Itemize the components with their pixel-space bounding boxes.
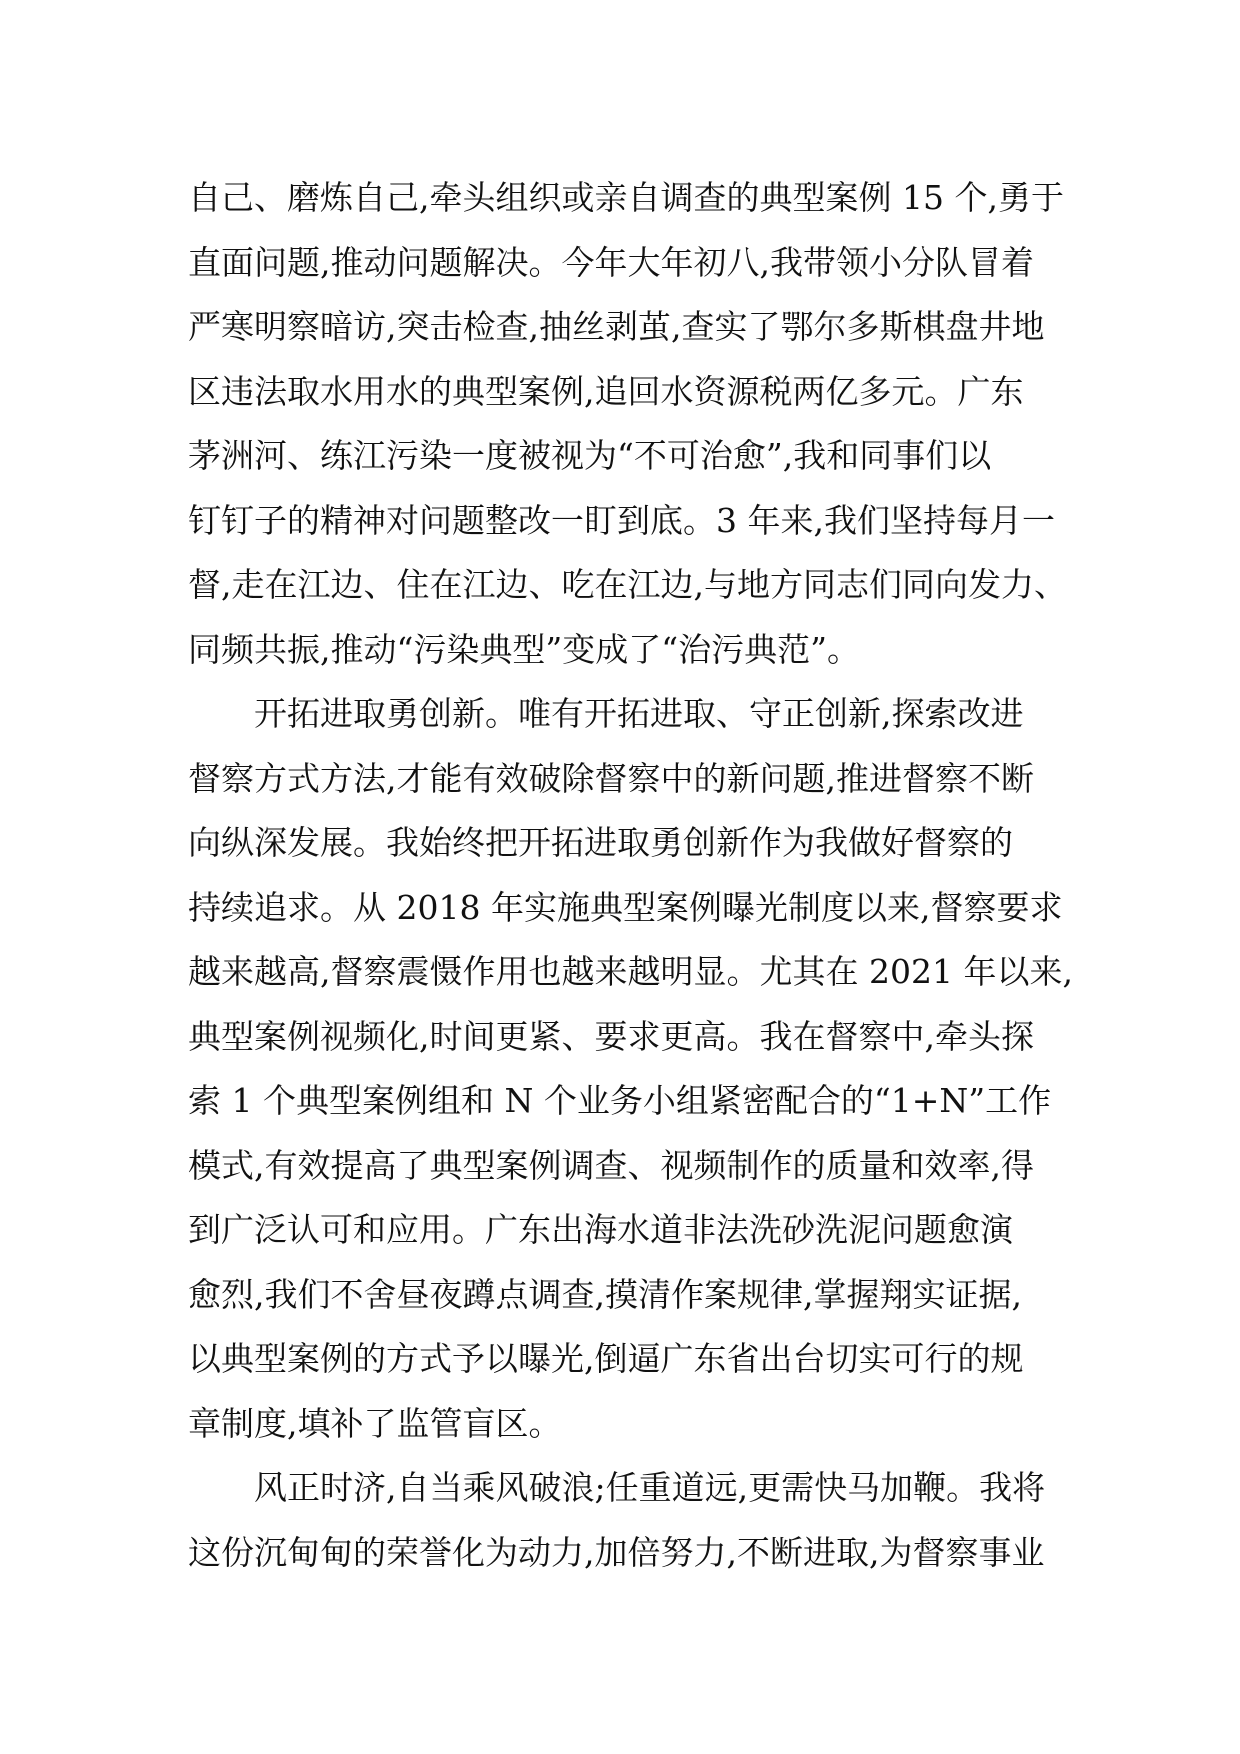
text-line: 直面问题,推动问题解决。今年大年初八,我带领小分队冒着 — [188, 242, 1034, 282]
text-line: 到广泛认可和应用。广东出海水道非法洗砂洗泥问题愈演 — [188, 1210, 1013, 1249]
paragraph-1 — [188, 166, 1068, 682]
text-line: 这份沉甸甸的荣誉化为动力,加倍努力,不断进取,为督察事业 — [188, 1532, 1045, 1572]
text-line: 督察方式方法,才能有效破除督察中的新问题,推进督察不断 — [188, 758, 1034, 798]
paragraph-3 — [188, 1456, 1068, 1585]
text-line: 模式,有效提高了典型案例调查、视频制作的质量和效率,得 — [188, 1145, 1034, 1185]
text-line: 风正时济,自当乘风破浪;任重道远,更需快马加鞭。我将 — [188, 1468, 1046, 1507]
text-line: 区违法取水用水的典型案例,追回水资源税两亿多元。广东 — [188, 371, 1024, 411]
text-line: 向纵深发展。我始终把开拓进取勇创新作为我做好督察的 — [188, 823, 1013, 862]
text-line: 章制度,填补了监管盲区。 — [188, 1403, 562, 1443]
text-line: 同频共振,推动“污染典型”变成了“治污典范”。 — [188, 629, 860, 669]
text-line: 愈烈,我们不舍昼夜蹲点调查,摸清作案规律,掌握翔实证据, — [188, 1274, 1022, 1314]
text-line: 典型案例视频化,时间更紧、要求更高。我在督察中,牵头探 — [188, 1016, 1034, 1056]
text-line: 开拓进取勇创新。唯有开拓进取、守正创新,探索改进 — [188, 694, 1024, 733]
text-line: 持续追求。从 2018 年实施典型案例曝光制度以来,督察要求 — [188, 887, 1063, 927]
text-line: 越来越高,督察震慑作用也越来越明显。尤其在 2021 年以来, — [188, 952, 1073, 991]
text-line: 以典型案例的方式予以曝光,倒逼广东省出台切实可行的规 — [188, 1339, 1024, 1378]
paragraph-2 — [188, 682, 1073, 1456]
text-line: 索 1 个典型案例组和 N 个业务小组紧密配合的“1+N”工作 — [188, 1081, 1052, 1120]
text-line: 自己、磨炼自己,牵头组织或亲自调查的典型案例 15 个,勇于 — [188, 178, 1064, 217]
body-text — [188, 166, 1073, 1585]
text-line: 督,走在江边、住在江边、吃在江边,与地方同志们同向发力、 — [188, 565, 1067, 604]
text-line: 茅洲河、练江污染一度被视为“不可治愈”,我和同事们以 — [188, 436, 992, 475]
text-line: 钉钉子的精神对问题整改一盯到底。3 年来,我们坚持每月一 — [188, 500, 1055, 540]
text-line: 严寒明察暗访,突击检查,抽丝剥茧,查实了鄂尔多斯棋盘井地 — [188, 307, 1045, 346]
